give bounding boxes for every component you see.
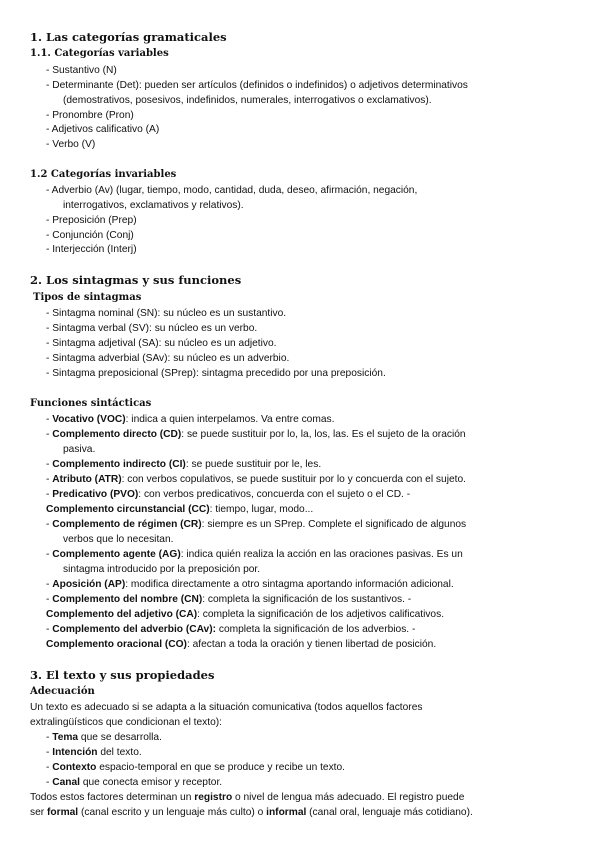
function-line: Complemento circunstancial (CC): tiempo, lugar, modo... [46,504,314,515]
function-line: - Complemento indirecto (CI): se puede sustituir por le, les. [46,459,322,470]
list-item: - Preposición (Prep) [46,215,137,226]
list-item: - Verbo (V) [46,139,96,150]
list-item: - Sintagma preposicional (SPrep): sintagma precedido por una preposición. [46,368,386,379]
function-line: - Complemento de régimen (CR): siempre es un SPrep. Complete el significado de algunos [46,519,467,530]
list-item: - Sintagma adverbial (SAv): su núcleo es un adverbio. [46,353,290,364]
section-1-2-heading: 1.2 Categorías invariables [30,169,177,180]
function-line: - Complemento directo (CD): se puede sustituir por lo, la, los, las. Es el sujeto de la oración [46,429,466,440]
list-item: - Sintagma adjetival (SA): su núcleo es un adjetivo. [46,338,277,349]
list-item: - Determinante (Det): pueden ser artículos (definidos o indefinidos) o adjetivos determinativos [46,80,468,91]
paragraph-line: ser formal (canal escrito y un lenguaje más culto) o informal (canal oral, lenguaje más cotidiano). [30,807,473,818]
section-3-heading: 3. El texto y sus propiedades [30,668,215,682]
function-line: - Predicativo (PVO): con verbos predicativos, concuerda con el sujeto o el CD. - [46,489,411,500]
function-line: - Complemento del nombre (CN): completa la significación de los sustantivos. - [46,594,412,605]
list-item: - Interjección (Interj) [46,244,137,255]
function-line: - Atributo (ATR): con verbos copulativos, se puede sustituir por lo y concuerda con el sujeto. [46,474,466,485]
list-item: - Tema que se desarrolla. [46,732,162,743]
list-item: - Sintagma verbal (SV): su núcleo es un verbo. [46,323,258,334]
list-item-continuation: (demostrativos, posesivos, indefinidos, numerales, interrogativos o exclamativos). [63,95,432,106]
function-line: - Complemento agente (AG): indica quién realiza la acción en las oraciones pasivas. Es un [46,549,463,560]
function-line-continuation: verbos que lo necesitan. [63,534,174,545]
function-line: Complemento del adjetivo (CA): completa la significación de los adjetivos calificativos. [46,609,445,620]
list-item: - Adjetivos calificativo (A) [46,124,160,135]
function-line: - Aposición (AP): modifica directamente a otro sintagma aportando información adicional. [46,579,454,590]
list-item: - Contexto espacio-temporal en que se produce y recibe un texto. [46,762,345,773]
section-1-1-heading: 1.1. Categorías variables [30,48,169,59]
list-item: - Pronombre (Pron) [46,110,134,121]
section-2-heading: 2. Los sintagmas y sus funciones [30,273,242,287]
paragraph-line: Un texto es adecuado si se adapta a la situación comunicativa (todos aquellos factores [30,702,423,713]
list-item: - Sustantivo (N) [46,65,117,76]
list-item: - Conjunción (Conj) [46,230,134,241]
function-line-continuation: pasiva. [63,444,96,455]
function-line: - Vocativo (VOC): indica a quien interpelamos. Va entre comas. [46,414,335,425]
list-item: - Canal que conecta emisor y receptor. [46,777,223,788]
funciones-sintacticas-heading: Funciones sintácticas [30,398,152,409]
list-item: - Intención del texto. [46,747,142,758]
list-item: - Sintagma nominal (SN): su núcleo es un sustantivo. [46,308,287,319]
paragraph-line: Todos estos factores determinan un registro o nivel de lengua más adecuado. El registro puede [30,792,465,803]
list-item: - Adverbio (Av) (lugar, tiempo, modo, cantidad, duda, deseo, afirmación, negación, [46,185,418,196]
list-item-continuation: interrogativos, exclamativos y relativos). [63,200,244,211]
paragraph-line: extralingüísticos que condicionan el texto): [30,717,222,728]
tipos-sintagmas-heading: Tipos de sintagmas [33,292,142,303]
section-1-heading: 1. Las categorías gramaticales [30,30,227,44]
adecuacion-heading: Adecuación [30,686,95,697]
function-line: - Complemento del adverbio (CAv): completa la significación de los adverbios. - [46,624,416,635]
function-line-continuation: sintagma introducido por la preposición por. [63,564,261,575]
function-line: Complemento oracional (CO): afectan a toda la oración y tienen libertad de posición. [46,639,437,650]
